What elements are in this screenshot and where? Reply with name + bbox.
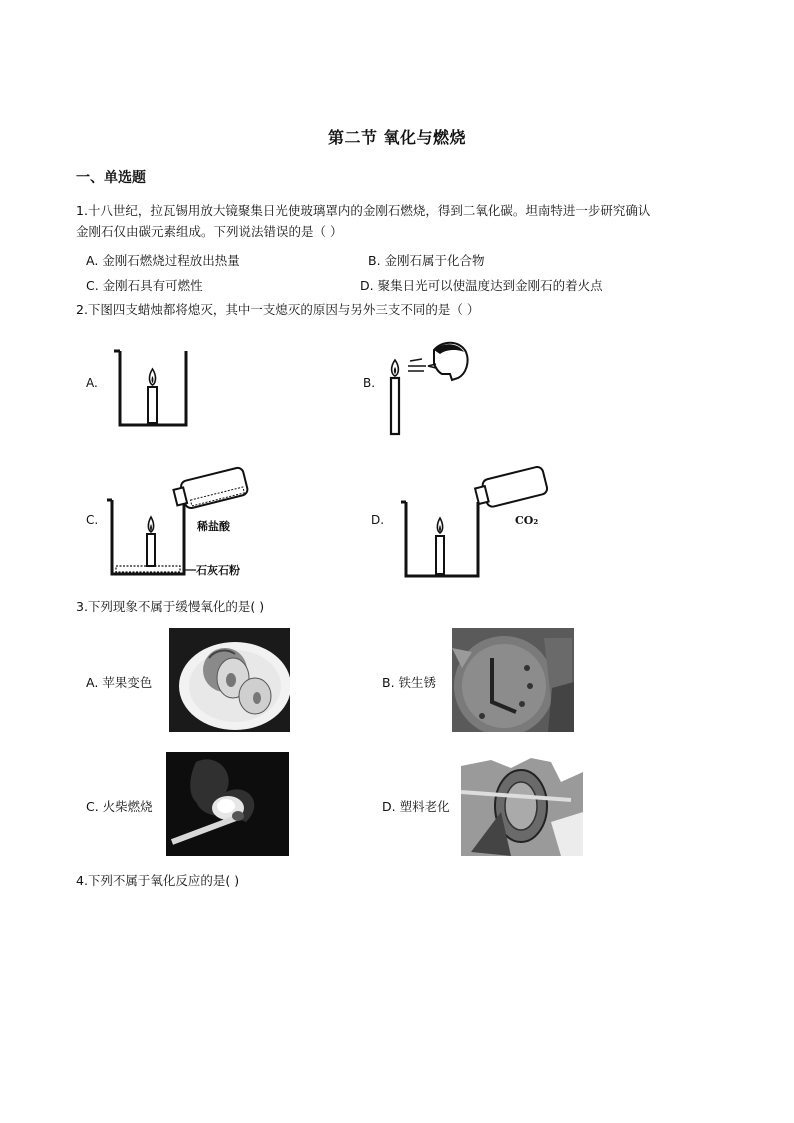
q3-option-a: A. 苹果变色 [86, 675, 153, 690]
q3-option-d: D. 塑料老化 [382, 799, 450, 814]
question-1-stem [76, 200, 650, 242]
q2-figure-d-co2-into-beaker [398, 466, 558, 581]
page-title: 第二节 氧化与燃烧 [327, 128, 467, 147]
section-heading: 一、单选题 [76, 170, 146, 186]
q2-label-d: D. [371, 513, 385, 527]
q2-figure-b-blowing-candle [382, 338, 472, 438]
question-1-line-2: 金刚石仅由碳元素组成。下列说法错误的是（ ） [76, 224, 343, 239]
q3-option-c: C. 火柴燃烧 [86, 799, 153, 814]
question-2-stem: 2.下图四支蜡烛都将熄灭，其中一支熄灭的原因与另外三支不同的是（ ） [76, 302, 480, 317]
q3-photo-plastic-aging [461, 752, 583, 856]
q3-option-b: B. 铁生锈 [382, 675, 437, 690]
q2-d-gas-label: CO₂ [515, 514, 539, 527]
q1-option-d: D. 聚集日光可以使温度达到金刚石的着火点 [360, 278, 603, 293]
q2-label-c: C. [86, 513, 99, 527]
q3-photo-apple-browning [169, 628, 290, 732]
q1-option-b: B. 金刚石属于化合物 [368, 253, 485, 268]
q1-option-a: A. 金刚石燃烧过程放出热量 [86, 253, 240, 268]
q2-c-acid-label: 稀盐酸 [197, 520, 230, 533]
q3-photo-match-burning [166, 752, 289, 856]
q2-figure-a-candle-under-beaker [110, 345, 190, 430]
q2-c-powder-label: 石灰石粉 [196, 564, 240, 577]
q2-label-a: A. [86, 376, 98, 390]
question-3-stem: 3.下列现象不属于缓慢氧化的是( ) [76, 599, 265, 614]
q2-figure-c-acid-on-limestone [104, 462, 264, 580]
q2-label-b: B. [363, 376, 376, 390]
question-1-line-1: 1.十八世纪，拉瓦锡用放大镜聚集日光使玻璃罩内的金刚石燃烧，得到二氧化碳。坦南特进一步研究确认 [76, 203, 651, 218]
question-4-stem: 4.下列不属于氧化反应的是( ) [76, 873, 240, 888]
q1-option-c: C. 金刚石具有可燃性 [86, 278, 203, 293]
q3-photo-iron-rust [452, 628, 574, 732]
